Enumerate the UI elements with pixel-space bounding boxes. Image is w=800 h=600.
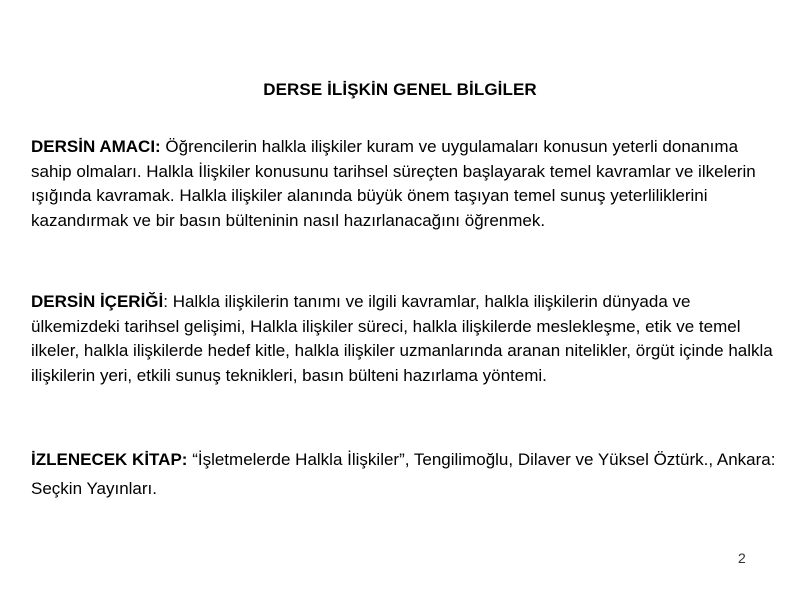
course-aim-text: Öğrencilerin halkla ilişkiler kuram ve uygulamaları konusun yeterli donanıma sahip olmaları. Halkla İlişkiler konusunu tarihsel süreçten başlayarak temel kavramlar ve ilkelerin ışığında kavramak. Halkla ilişkiler alanında büyük önem taşıyan temel sunuş yeterliliklerini kazandırmak ve bir basın bülteninin nasıl hazırlanacağını öğrenmek. <box>31 137 756 230</box>
textbook-paragraph <box>31 445 776 503</box>
slide-title: DERSE İLİŞKİN GENEL BİLGİLER <box>263 80 537 99</box>
course-content-paragraph <box>31 290 776 388</box>
course-content-label: DERSİN İÇERİĞİ <box>31 292 164 311</box>
page-number: 2 <box>738 550 746 566</box>
textbook-label: İZLENECEK KİTAP: <box>31 450 188 469</box>
course-aim-label: DERSİN AMACI: <box>31 137 161 156</box>
course-content-text: : Halkla ilişkilerin tanımı ve ilgili kavramlar, halkla ilişkilerin dünyada ve ülkemizdeki tarihsel gelişimi, Halkla ilişkiler süreci, halkla ilişkilerde meslekleşme, etik ve temel ilkeler, halkla ilişkilerde hedef kitle, halkla ilişkiler uzmanlarında aranan nitelikler, örgüt içinde halkla ilişkilerin yeri, etkili sunuş teknikleri, basın bülteni hazırlama yöntemi. <box>31 292 773 385</box>
course-aim-paragraph <box>31 135 776 233</box>
textbook-text: “İşletmelerde Halkla İlişkiler”, Tengilimoğlu, Dilaver ve Yüksel Öztürk., Ankara: Seçkin Yayınları. <box>31 450 776 498</box>
